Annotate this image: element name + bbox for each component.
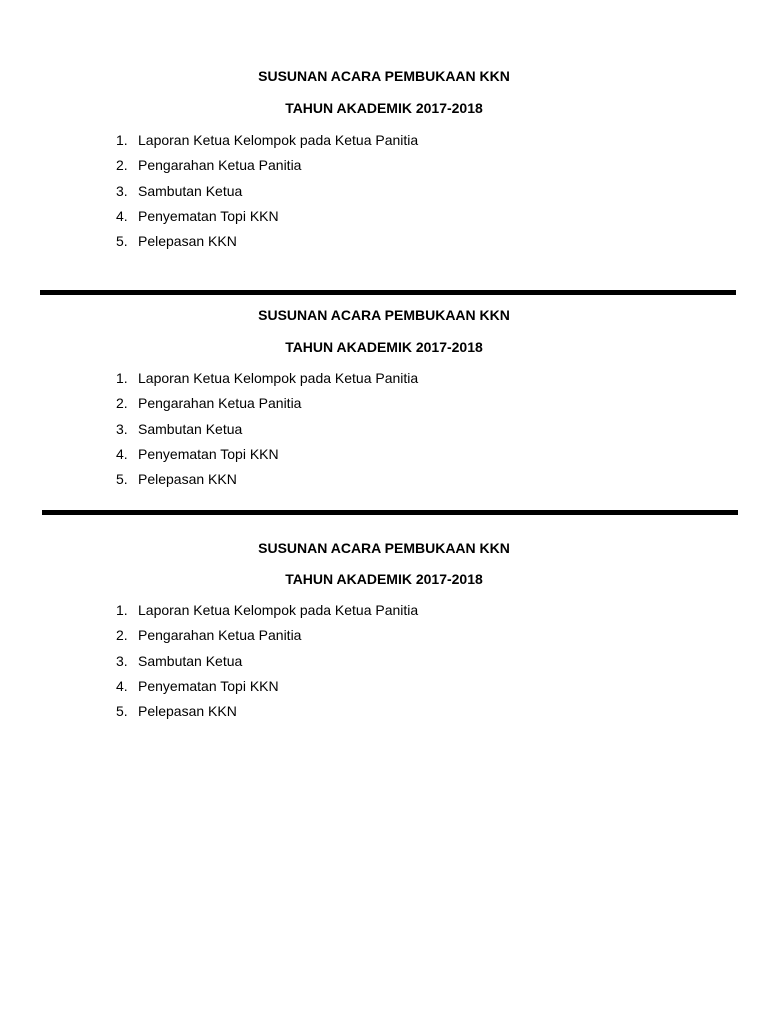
item-text: Pengarahan Ketua Panitia <box>138 395 302 412</box>
agenda-list <box>116 369 418 495</box>
item-number: 3. <box>116 420 128 437</box>
item-number: 1. <box>116 132 128 148</box>
agenda-title: SUSUNAN ACARA PEMBUKAAN KKN <box>258 540 510 556</box>
agenda-subtitle: TAHUN AKADEMIK 2017-2018 <box>285 339 483 355</box>
item-number: 2. <box>116 627 128 644</box>
item-number: 4. <box>116 677 128 694</box>
item-number: 1. <box>116 602 128 618</box>
item-text: Pengarahan Ketua Panitia <box>138 627 302 644</box>
list-item <box>116 702 418 727</box>
list-item <box>116 445 418 470</box>
list-item <box>116 470 418 495</box>
item-text: Pelepasan KKN <box>138 233 237 250</box>
item-number: 1. <box>116 370 128 386</box>
item-text: Pelepasan KKN <box>138 471 237 488</box>
item-text: Sambutan Ketua <box>138 182 243 199</box>
item-number: 3. <box>116 182 128 199</box>
list-item <box>116 652 418 677</box>
item-text: Sambutan Ketua <box>138 420 243 437</box>
item-text: Penyematan Topi KKN <box>138 207 279 224</box>
item-number: 3. <box>116 652 128 669</box>
item-text: Laporan Ketua Kelompok pada Ketua Panitia <box>138 370 419 386</box>
item-text: Pengarahan Ketua Panitia <box>138 157 302 174</box>
agenda-subtitle: TAHUN AKADEMIK 2017-2018 <box>285 100 483 116</box>
item-text: Sambutan Ketua <box>138 652 243 669</box>
item-text: Pelepasan KKN <box>138 703 237 720</box>
section-divider <box>42 510 738 515</box>
list-item <box>116 156 418 181</box>
item-number: 2. <box>116 395 128 412</box>
item-text: Laporan Ketua Kelompok pada Ketua Panitia <box>138 132 419 148</box>
agenda-list <box>116 601 418 727</box>
section-divider <box>40 290 736 295</box>
agenda-title: SUSUNAN ACARA PEMBUKAAN KKN <box>258 68 510 84</box>
list-item <box>116 601 418 626</box>
item-text: Laporan Ketua Kelompok pada Ketua Panitia <box>138 602 419 618</box>
item-number: 5. <box>116 233 128 250</box>
list-item <box>116 626 418 651</box>
list-item <box>116 131 418 156</box>
item-text: Penyematan Topi KKN <box>138 677 279 694</box>
agenda-list <box>116 131 418 257</box>
list-item <box>116 182 418 207</box>
agenda-subtitle: TAHUN AKADEMIK 2017-2018 <box>285 571 483 587</box>
item-number: 5. <box>116 471 128 488</box>
list-item <box>116 677 418 702</box>
item-number: 2. <box>116 157 128 174</box>
item-number: 4. <box>116 207 128 224</box>
list-item <box>116 369 418 394</box>
list-item <box>116 394 418 419</box>
item-text: Penyematan Topi KKN <box>138 445 279 462</box>
list-item <box>116 420 418 445</box>
agenda-title: SUSUNAN ACARA PEMBUKAAN KKN <box>258 307 510 323</box>
list-item <box>116 232 418 257</box>
item-number: 5. <box>116 703 128 720</box>
item-number: 4. <box>116 445 128 462</box>
list-item <box>116 207 418 232</box>
